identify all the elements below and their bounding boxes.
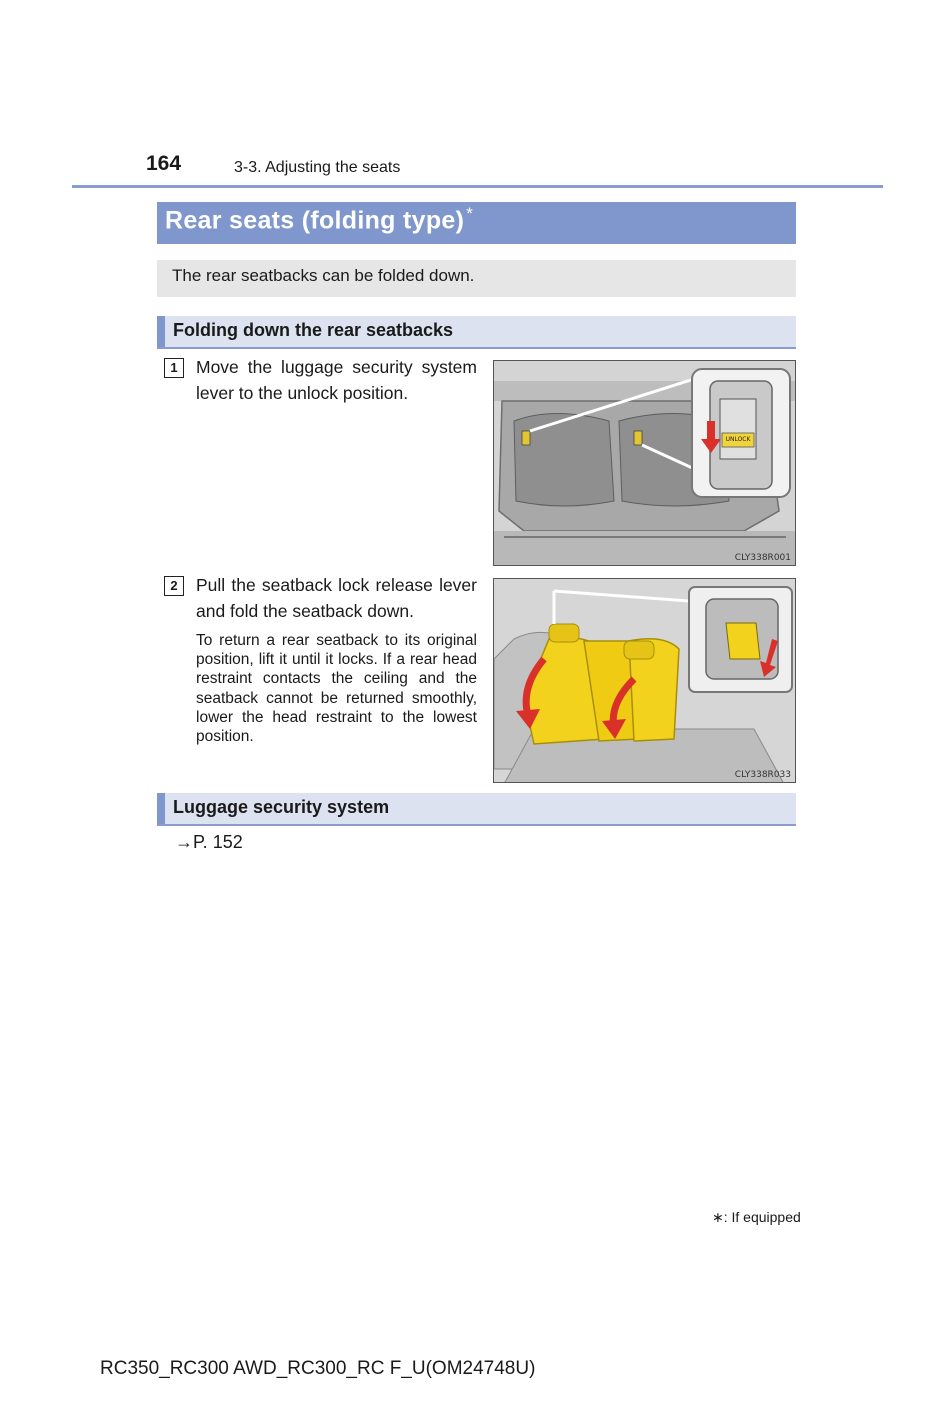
subsection-luggage-heading [157,793,796,826]
equipped-marker: * [466,204,474,223]
intro-text: The rear seatbacks can be folded down. [172,266,475,285]
unlock-label: UNLOCK [725,436,751,443]
header-rule [72,185,883,188]
footnote: ∗: If equipped [712,1209,801,1225]
subsection-folding-heading [157,316,796,349]
page-number: 164 [146,152,182,175]
page-title-bar [157,202,796,244]
manual-code: RC350_RC300 AWD_RC300_RC F_U(OM24748U) [100,1358,536,1379]
step-2-text: Pull the seatback lock release lever and fold the seatback down. [196,575,477,621]
page-title-text: Rear seats (folding type) [165,206,465,235]
intro-box [157,260,796,297]
page-reference-link[interactable]: →P. 152 [175,832,243,852]
step-1-text: Move the luggage security system lever to the unlock position. [196,357,477,403]
step-2-note: To return a rear seatback to its original position, lift it until it locks. If a rear head restraint contacts the ceiling and the seatback cannot be returned smoothly, lower the head restraint to the lowest position. [196,632,477,746]
section-path: 3-3. Adjusting the seats [234,159,401,176]
step-number-2: 2 [164,576,184,596]
figure-code: CLY338R001 [734,553,791,563]
figure-luggage-lever [493,360,796,566]
figure-code: CLY338R033 [734,770,791,780]
figure-seatback-fold [493,578,796,783]
seat-illustration [494,579,796,783]
subsection-title: Folding down the rear seatbacks [173,320,454,340]
subsection-title: Luggage security system [173,797,390,817]
trunk-illustration [494,361,796,566]
step-number-1: 1 [164,358,184,378]
page-title [165,204,473,235]
